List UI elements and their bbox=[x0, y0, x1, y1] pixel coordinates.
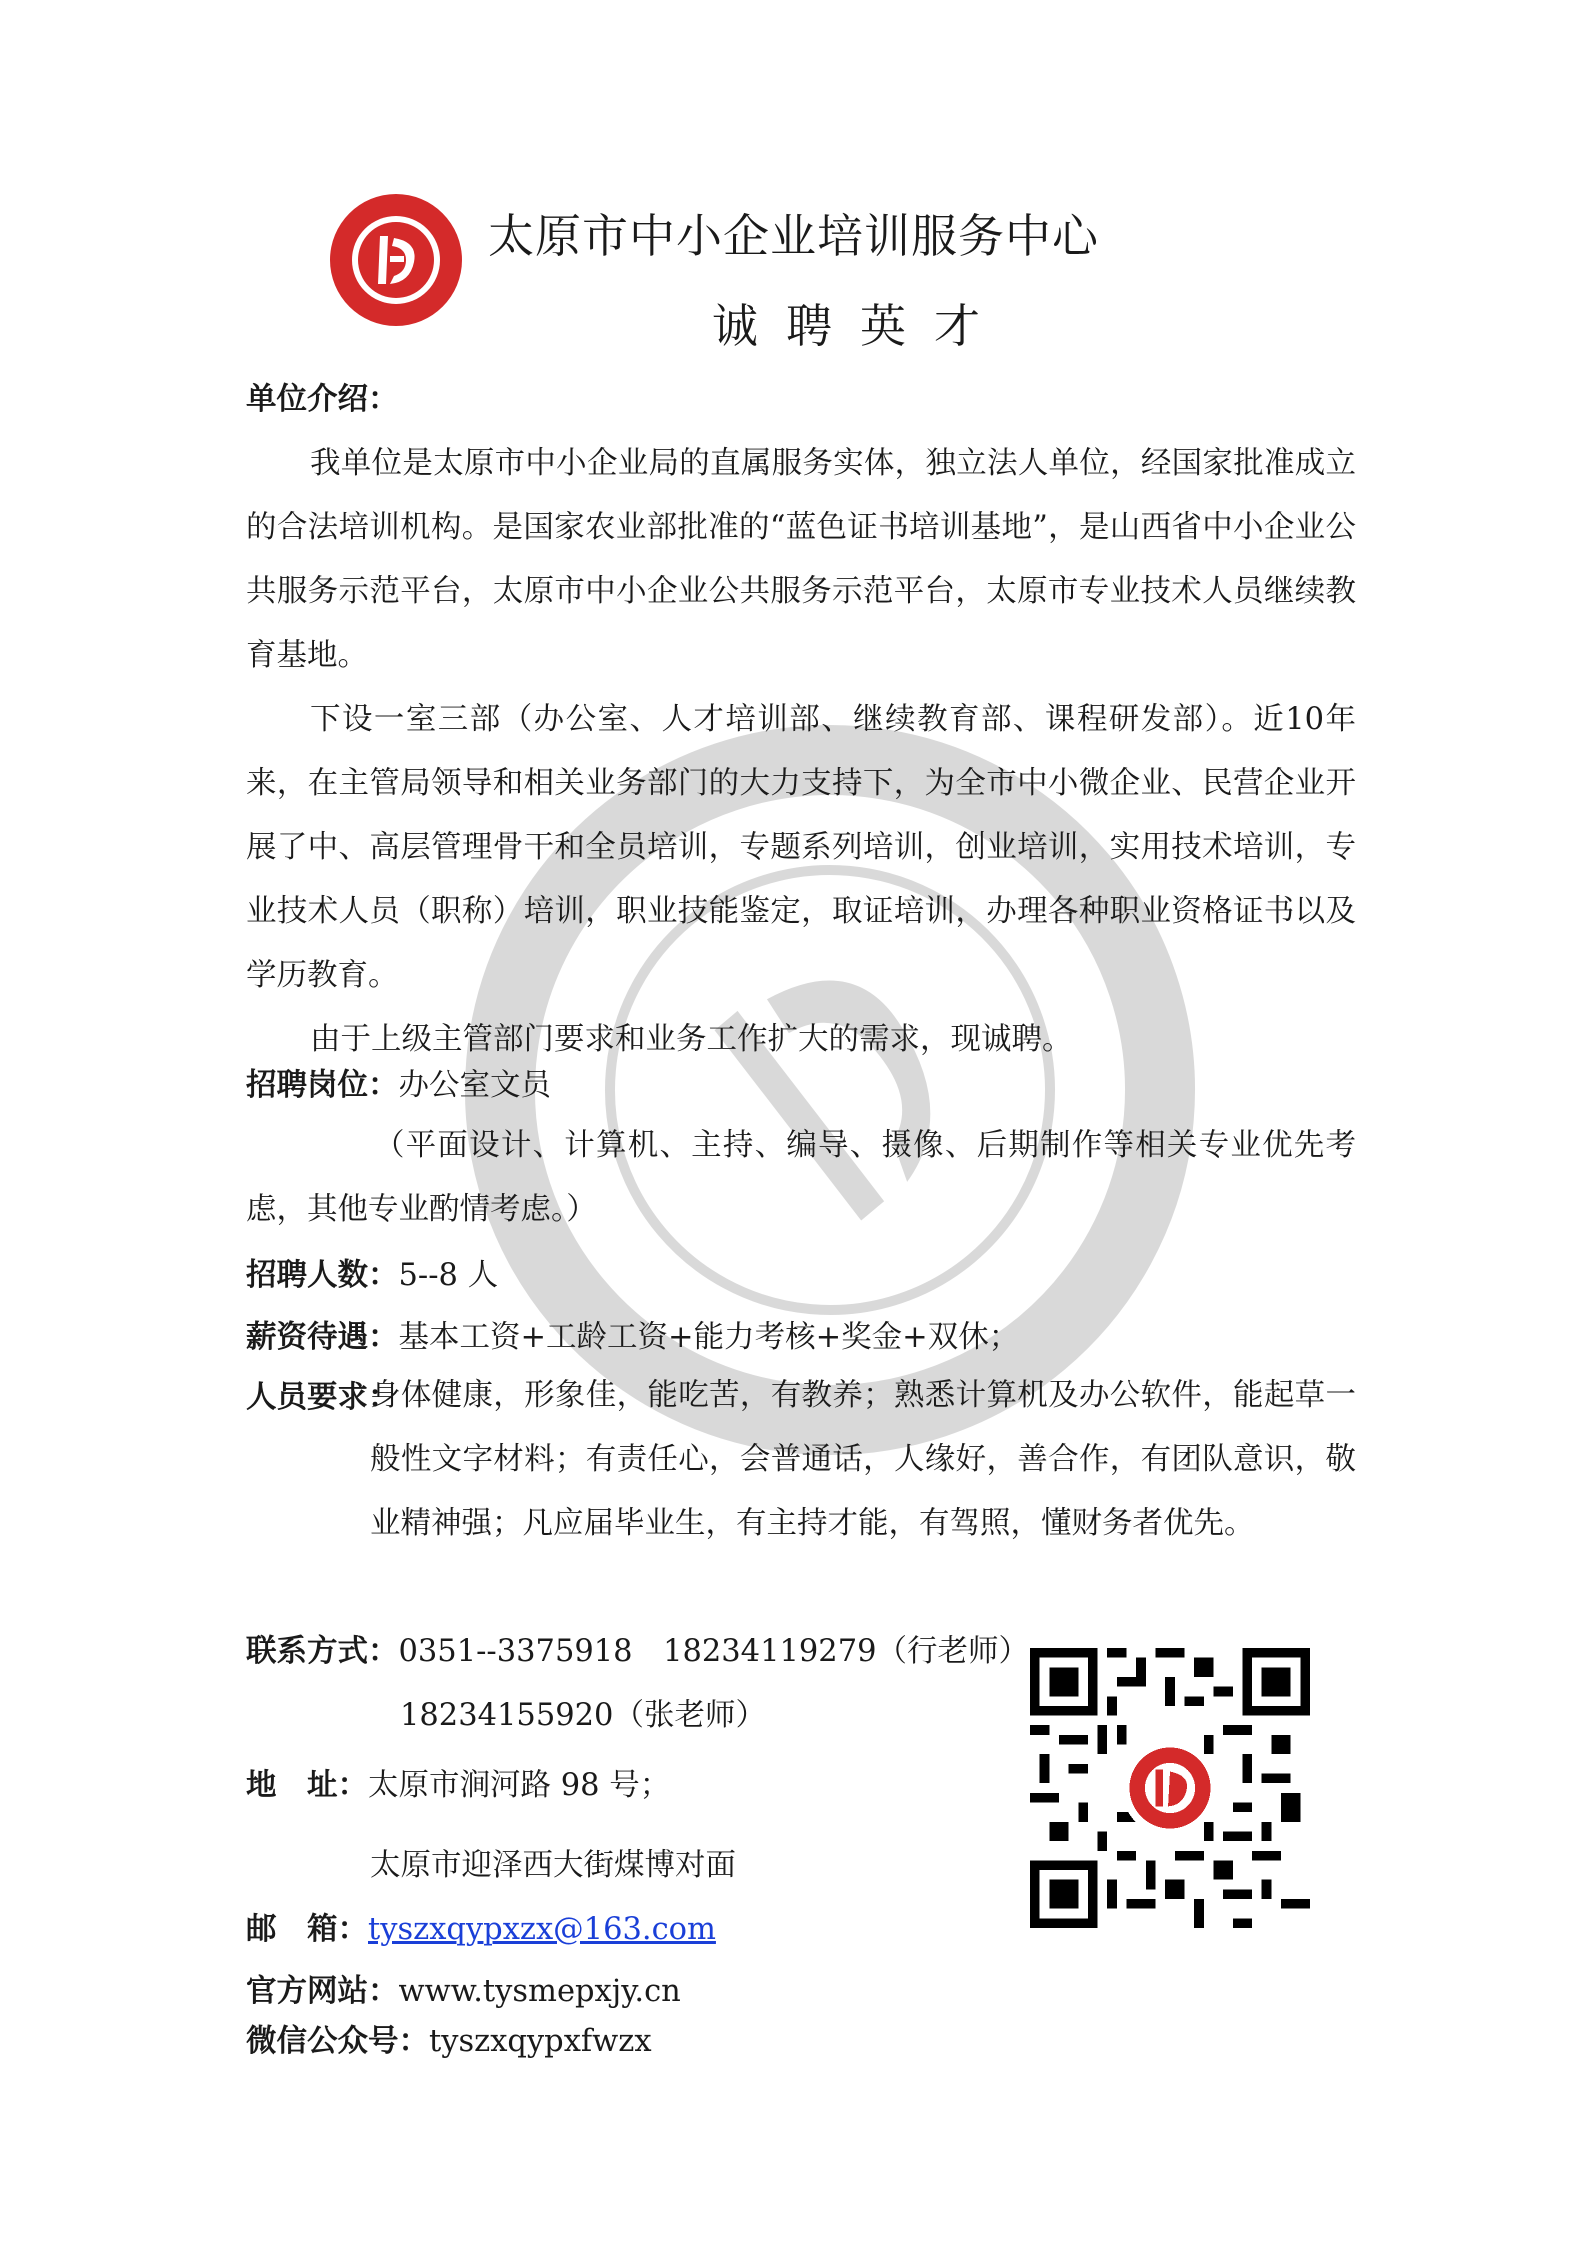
address-row bbox=[246, 1760, 670, 1804]
org-name: 太原市中小企业培训服务中心 bbox=[488, 209, 1099, 263]
intro-section bbox=[246, 368, 1356, 1072]
salary-label: 薪资待遇： bbox=[246, 1320, 399, 1355]
intro-paragraph-1: 我单位是太原市中小企业局的直属服务实体，独立法人单位，经国家批准成立的合法培训机构。是国家农业部批准的“蓝色证书培训基地”，是山西省中小企业公共服务示范平台，太原市中小企业公共服务示范平台，太原市专业技术人员继续教育基地。 bbox=[246, 446, 1356, 673]
requirements-block bbox=[370, 1364, 1356, 1556]
address-line-2: 太原市迎泽西大街煤博对面 bbox=[370, 1848, 736, 1883]
contact-label: 联系方式： bbox=[246, 1634, 399, 1669]
headcount-row bbox=[246, 1250, 498, 1294]
website-label: 官方网站： bbox=[246, 1974, 399, 2009]
email-row bbox=[246, 1904, 716, 1948]
intro-paragraph-2: 下设一室三部（办公室、人才培训部、继续教育部、课程研发部）。近10年来，在主管局领导和相关业务部门的大力支持下，为全市中小微企业、民营企业开展了中、高层管理骨干和全员培训，专题系列培训，创业培训，实用技术培训，专业技术人员（职称）培训，职业技能鉴定，取证培训，办理各种职业资格证书以及学历教育。 bbox=[246, 702, 1356, 993]
headcount-label: 招聘人数： bbox=[246, 1258, 399, 1293]
intro-label: 单位介绍： bbox=[246, 382, 399, 417]
website-row bbox=[246, 1966, 681, 2010]
page-headline: 诚聘英才 bbox=[712, 299, 1008, 353]
org-logo bbox=[328, 192, 464, 328]
email-link[interactable]: tyszxqypxzx@163.com bbox=[368, 1912, 716, 1947]
email-label: 邮 箱： bbox=[246, 1912, 368, 1947]
wechat-qr-code bbox=[1030, 1648, 1310, 1928]
wechat-row bbox=[246, 2016, 652, 2060]
website-value: www.tysmepxjy.cn bbox=[398, 1974, 681, 2009]
headcount-value: 5--8 人 bbox=[398, 1258, 499, 1293]
contact-line-2: 18234155920（张老师） bbox=[400, 1698, 766, 1733]
requirements-value: 身体健康，形象佳，能吃苦，有教养；熟悉计算机及办公软件，能起草一般性文字材料；有责任心，会普通话，人缘好，善合作，有团队意识，敬业精神强；凡应届毕业生，有主持才能，有驾照，懂财务者优先。 bbox=[370, 1378, 1356, 1541]
position-value: 办公室文员 bbox=[398, 1068, 551, 1103]
position-row bbox=[246, 1060, 551, 1104]
requirements-label: 人员要求： bbox=[246, 1380, 399, 1415]
wechat-label: 微信公众号： bbox=[246, 2024, 429, 2059]
position-note: （平面设计、计算机、主持、编导、摄像、后期制作等相关专业优先考虑，其他专业酌情考虑。） bbox=[246, 1128, 1356, 1227]
wechat-value: tyszxqypxfwzx bbox=[429, 2024, 652, 2059]
contact-line-1: 0351--3375918 18234119279（行老师） bbox=[398, 1634, 1030, 1669]
salary-row bbox=[246, 1312, 1019, 1356]
intro-paragraph-3: 由于上级主管部门要求和业务工作扩大的需求，现诚聘。 bbox=[310, 1022, 1073, 1057]
address-label: 地 址： bbox=[246, 1768, 368, 1803]
salary-value: 基本工资+工龄工资+能力考核+奖金+双休； bbox=[398, 1320, 1020, 1355]
position-note-block bbox=[246, 1114, 1356, 1242]
position-label: 招聘岗位： bbox=[246, 1068, 399, 1103]
address-line-1: 太原市涧河路 98 号； bbox=[368, 1768, 671, 1803]
contact-row bbox=[246, 1626, 1029, 1670]
